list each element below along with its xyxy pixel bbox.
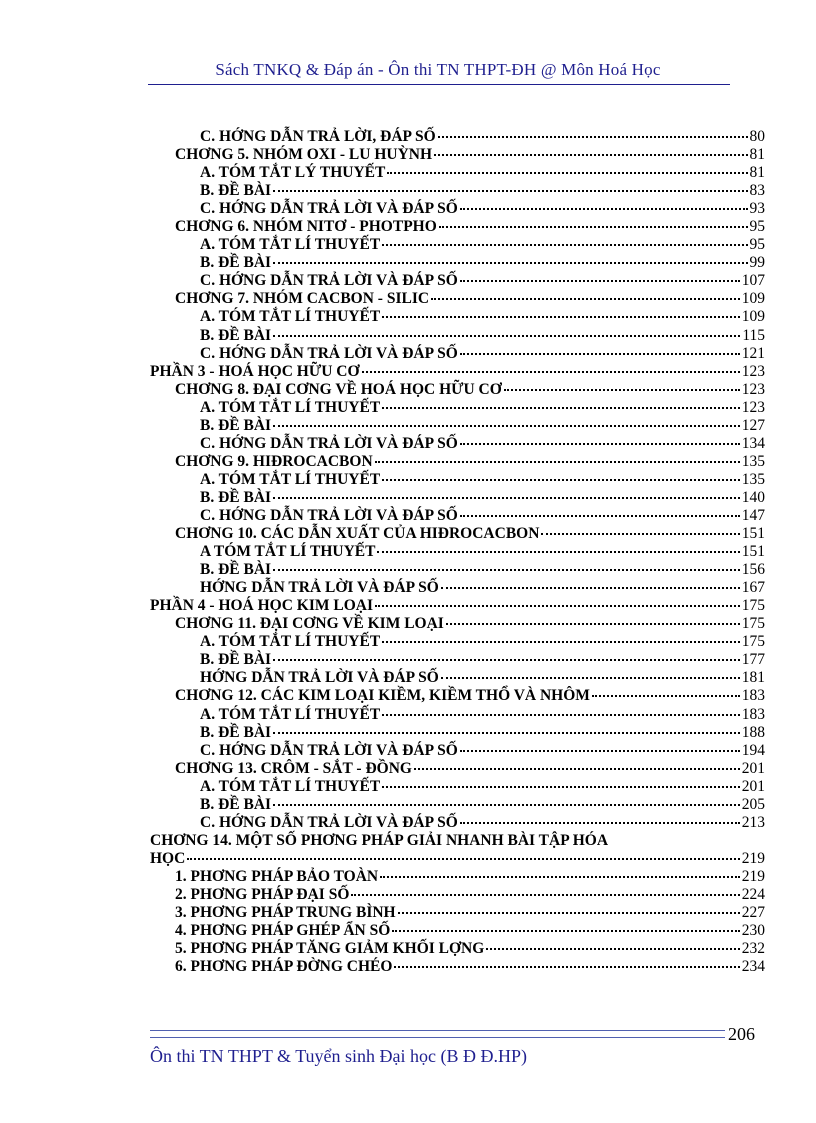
toc-entry-title: B. ĐỀ BÀI [200, 795, 272, 813]
toc-entry-page: 99 [749, 254, 765, 272]
toc-entry-title: HỚNG DẪN TRẢ LỜI VÀ ĐÁP SỐ [200, 579, 439, 597]
dot-leader [460, 443, 740, 445]
toc-entry-page: 123 [741, 362, 765, 380]
toc-entry-page: 134 [741, 434, 765, 452]
toc-entry[interactable] [150, 399, 765, 417]
toc-entry-page: 227 [741, 904, 765, 922]
toc-entry[interactable] [150, 453, 765, 471]
toc-entry-page: 109 [741, 290, 765, 308]
dot-leader [382, 641, 740, 643]
toc-entry[interactable] [150, 561, 765, 579]
toc-entry-title: C. HỚNG DẪN TRẢ LỜI VÀ ĐÁP SỐ [200, 506, 458, 524]
toc-entry-method[interactable] [150, 868, 765, 886]
toc-entry[interactable] [150, 724, 765, 742]
running-footer: Ôn thi TN THPT & Tuyển sinh Đại học (B Đ Đ.HP) [150, 1046, 528, 1066]
dot-leader [392, 930, 739, 932]
toc-entry[interactable] [150, 796, 765, 814]
dot-leader [460, 750, 740, 752]
dot-leader [377, 551, 739, 553]
dot-leader [273, 190, 747, 192]
toc-entry[interactable] [150, 272, 765, 290]
toc-entry-title: C. HỚNG DẪN TRẢ LỜI VÀ ĐÁP SỐ [200, 344, 458, 362]
dot-leader [382, 479, 740, 481]
toc-entry[interactable] [150, 254, 765, 272]
dot-leader [446, 623, 740, 625]
toc-entry-method[interactable] [150, 922, 765, 940]
toc-entry-page: 147 [741, 506, 765, 524]
table-of-contents [150, 128, 765, 976]
toc-entry-title: CHƠNG 6. NHÓM NITƠ - PHOTPHO [175, 218, 437, 236]
dot-leader [375, 461, 740, 463]
dot-leader [460, 515, 740, 517]
toc-entry[interactable] [150, 778, 765, 796]
toc-entry-title: A TÓM TẮT LÍ THUYẾT [200, 543, 376, 561]
toc-entry-title: A. TÓM TẮT LÍ THUYẾT [200, 308, 381, 326]
toc-entry-title: C. HỚNG DẪN TRẢ LỜI VÀ ĐÁP SỐ [200, 434, 458, 452]
toc-entry[interactable] [150, 687, 765, 705]
toc-entry-title: A. TÓM TẮT LÍ THUYẾT [200, 470, 381, 488]
dot-leader [439, 226, 748, 228]
toc-entry-page: 93 [749, 200, 765, 218]
toc-entry-title: 2. PHƠNG PHÁP ĐẠI SỐ [175, 885, 350, 903]
toc-entry-title: CHƠNG 9. HIĐROCACBON [175, 452, 373, 470]
toc-entry-page: 183 [741, 687, 765, 705]
dot-leader [380, 876, 740, 878]
header-rule [148, 84, 730, 85]
toc-entry-title: C. HỚNG DẪN TRẢ LỜI VÀ ĐÁP SỐ [200, 813, 458, 831]
toc-entry-page: 156 [741, 561, 765, 579]
toc-entry-page: 188 [741, 723, 765, 741]
toc-entry-page: 81 [749, 164, 765, 182]
dot-leader [382, 316, 740, 318]
toc-entry-title: A. TÓM TẮT LÍ THUYẾT [200, 398, 381, 416]
toc-entry[interactable] [150, 507, 765, 525]
toc-entry-page: 81 [749, 146, 765, 164]
toc-entry-title: CHƠNG 10. CÁC DẪN XUẤT CỦA HIĐROCACBON [175, 525, 540, 543]
toc-entry-page: 213 [741, 813, 765, 831]
dot-leader [394, 966, 739, 968]
toc-entry-method[interactable] [150, 940, 765, 958]
toc-entry-title: CHƠNG 14. MỘT SỐ PHƠNG PHÁP GIẢI NHANH BÀI TẬP HÓA [150, 831, 609, 849]
toc-entry[interactable] [150, 308, 765, 326]
toc-entry-page: 234 [741, 958, 765, 976]
toc-entry-chapter-14[interactable] [150, 832, 765, 850]
toc-entry[interactable] [150, 363, 765, 381]
toc-entry-title: B. ĐỀ BÀI [200, 182, 272, 200]
toc-entry[interactable] [150, 128, 765, 146]
dot-leader [541, 533, 739, 535]
dot-leader [438, 136, 748, 138]
toc-entry[interactable] [150, 218, 765, 236]
running-header: Sách TNKQ & Đáp án - Ôn thi TN THPT-ĐH @ Môn Hoá Học [215, 60, 661, 79]
dot-leader [273, 262, 747, 264]
toc-entry-title: CHƠNG 11. ĐẠI CƠNG VỀ KIM LOẠI [175, 615, 444, 633]
dot-leader [273, 659, 740, 661]
dot-leader [414, 768, 740, 770]
toc-entry-method[interactable] [150, 886, 765, 904]
toc-entry-page: 109 [741, 308, 765, 326]
toc-entry-page: 183 [741, 705, 765, 723]
toc-entry-title: C. HỚNG DẪN TRẢ LỜI VÀ ĐÁP SỐ [200, 272, 458, 290]
dot-leader [460, 353, 740, 355]
toc-entry-method[interactable] [150, 904, 765, 922]
toc-entry-title: B. ĐỀ BÀI [200, 488, 272, 506]
toc-entry-page: 167 [741, 579, 765, 597]
toc-entry-title: A. TÓM TẮT LÝ THUYẾT [200, 164, 386, 182]
dot-leader [273, 569, 740, 571]
toc-entry[interactable] [150, 742, 765, 760]
toc-entry-title: A. TÓM TẮT LÍ THUYẾT [200, 633, 381, 651]
toc-entry[interactable] [150, 525, 765, 543]
dot-leader [486, 948, 739, 950]
page-number: 206 [728, 1024, 755, 1044]
toc-entry-title: 6. PHƠNG PHÁP ĐỜNG CHÉO [175, 958, 393, 976]
toc-entry[interactable] [150, 489, 765, 507]
toc-entry[interactable] [150, 651, 765, 669]
toc-entry[interactable] [150, 290, 765, 308]
dot-leader [460, 208, 748, 210]
dot-leader [592, 695, 740, 697]
toc-entry-page: 140 [741, 488, 765, 506]
toc-entry-title: C. HỚNG DẪN TRẢ LỜI VÀ ĐÁP SỐ [200, 741, 458, 759]
toc-entry[interactable] [150, 669, 765, 687]
toc-entry-title: B. ĐỀ BÀI [200, 723, 272, 741]
toc-entry-title: 4. PHƠNG PHÁP GHÉP ẨN SỐ [175, 922, 391, 940]
toc-entry-title: A. TÓM TẮT LÍ THUYẾT [200, 236, 381, 254]
toc-entry-page: 177 [741, 651, 765, 669]
toc-entry-page: 151 [741, 525, 765, 543]
toc-entry[interactable] [150, 760, 765, 778]
toc-entry-page: 135 [741, 452, 765, 470]
dot-leader [441, 587, 740, 589]
toc-entry-title-cont: HỌC [150, 849, 186, 867]
toc-entry-page: 151 [741, 543, 765, 561]
toc-entry[interactable] [150, 814, 765, 832]
dot-leader [375, 605, 740, 607]
dot-leader [434, 154, 747, 156]
footer-rule [150, 1030, 725, 1038]
toc-entry[interactable] [150, 471, 765, 489]
toc-entry-page: 224 [741, 885, 765, 903]
toc-entry[interactable] [150, 633, 765, 651]
toc-entry-title: PHẦN 3 - HOÁ HỌC HỮU CƠ [150, 362, 360, 380]
toc-entry-page: 219 [741, 849, 765, 867]
dot-leader [431, 298, 740, 300]
toc-entry[interactable] [150, 236, 765, 254]
toc-entry-title: 1. PHƠNG PHÁP BẢO TOÀN [175, 867, 379, 885]
toc-entry[interactable] [150, 615, 765, 633]
toc-entry[interactable] [150, 706, 765, 724]
toc-entry[interactable] [150, 579, 765, 597]
toc-entry-title: HỚNG DẪN TRẢ LỜI VÀ ĐÁP SỐ [200, 669, 439, 687]
toc-entry-title: A. TÓM TẮT LÍ THUYẾT [200, 705, 381, 723]
toc-entry-title: CHƠNG 12. CÁC KIM LOẠI KIỀM, KIỀM THỔ VÀ NHÔM [175, 687, 590, 705]
toc-entry-page: 80 [749, 128, 765, 145]
dot-leader [460, 822, 740, 824]
toc-entry-title: C. HỚNG DẪN TRẢ LỜI VÀ ĐÁP SỐ [200, 200, 458, 218]
toc-entry-page: 83 [749, 182, 765, 200]
dot-leader [273, 425, 740, 427]
toc-entry-page: 175 [741, 633, 765, 651]
toc-entry-title: B. ĐỀ BÀI [200, 561, 272, 579]
dot-leader [387, 172, 747, 174]
toc-entry[interactable] [150, 381, 765, 399]
toc-entry-title: B. ĐỀ BÀI [200, 651, 272, 669]
toc-entry[interactable] [150, 597, 765, 615]
toc-entry-title: B. ĐỀ BÀI [200, 254, 272, 272]
toc-entry[interactable] [150, 200, 765, 218]
toc-entry-title: CHƠNG 5. NHÓM OXI - LU HUỲNH [175, 146, 433, 164]
toc-entry-page: 115 [742, 326, 765, 344]
toc-entry-page: 201 [741, 759, 765, 777]
toc-entry-method[interactable] [150, 958, 765, 976]
dot-leader [382, 407, 740, 409]
toc-entry[interactable] [150, 146, 765, 164]
dot-leader [460, 280, 740, 282]
toc-entry-page: 107 [741, 272, 765, 290]
toc-entry[interactable] [150, 164, 765, 182]
dot-leader [398, 912, 740, 914]
toc-entry-page: 95 [749, 236, 765, 254]
toc-entry-title: A. TÓM TẮT LÍ THUYẾT [200, 777, 381, 795]
toc-entry[interactable] [150, 435, 765, 453]
dot-leader [273, 732, 740, 734]
toc-entry-title: PHẦN 4 - HOÁ HỌC KIM LOẠI [150, 597, 374, 615]
dot-leader [187, 858, 739, 860]
toc-entry-title: 5. PHƠNG PHÁP TĂNG GIẢM KHỐI LỢNG [175, 940, 485, 958]
toc-entry-title: CHƠNG 7. NHÓM CACBON - SILIC [175, 290, 430, 308]
toc-entry-page: 232 [741, 940, 765, 958]
toc-entry-page: 201 [741, 777, 765, 795]
toc-entry[interactable] [150, 182, 765, 200]
dot-leader [382, 786, 740, 788]
toc-entry-page: 205 [741, 795, 765, 813]
dot-leader [382, 244, 747, 246]
toc-entry-title: B. ĐỀ BÀI [200, 416, 272, 434]
dot-leader [504, 389, 740, 391]
toc-entry-page: 230 [741, 922, 765, 940]
toc-entry[interactable] [150, 327, 765, 345]
dot-leader [362, 371, 740, 373]
toc-entry-page: 135 [741, 470, 765, 488]
dot-leader [351, 894, 739, 896]
dot-leader [273, 804, 740, 806]
toc-entry[interactable] [150, 417, 765, 435]
toc-entry-page: 181 [741, 669, 765, 687]
toc-entry-page: 194 [741, 741, 765, 759]
toc-entry-page: 123 [741, 380, 765, 398]
toc-entry-chapter-14-cont[interactable] [150, 850, 765, 868]
toc-entry-page: 123 [741, 398, 765, 416]
toc-entry-title: C. HỚNG DẪN TRẢ LỜI, ĐÁP SỐ [200, 128, 436, 145]
toc-entry-page: 219 [741, 867, 765, 885]
toc-entry-title: CHƠNG 13. CRÔM - SẮT - ĐỒNG [175, 759, 412, 777]
toc-entry-page: 95 [749, 218, 765, 236]
toc-entry-page: 175 [741, 597, 765, 615]
dot-leader [273, 497, 740, 499]
dot-leader [441, 677, 740, 679]
toc-entry[interactable] [150, 543, 765, 561]
dot-leader [273, 335, 740, 337]
toc-entry-title: CHƠNG 8. ĐẠI CƠNG VỀ HOÁ HỌC HỮU CƠ [175, 380, 502, 398]
dot-leader [382, 714, 740, 716]
toc-entry-page: 121 [741, 344, 765, 362]
toc-entry-title: 3. PHƠNG PHÁP TRUNG BÌNH [175, 904, 396, 922]
toc-entry-page: 127 [741, 416, 765, 434]
toc-entry-page: 175 [741, 615, 765, 633]
toc-entry-title: B. ĐỀ BÀI [200, 326, 272, 344]
toc-entry[interactable] [150, 345, 765, 363]
